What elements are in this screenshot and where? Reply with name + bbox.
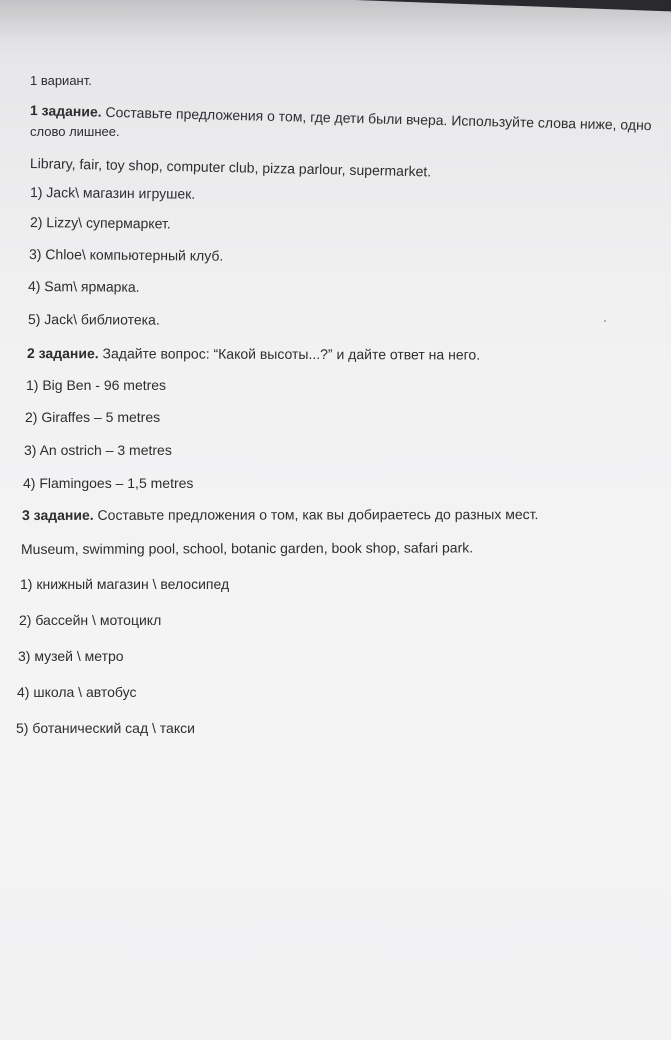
paper-speck [604,320,606,322]
task1-item: 5) Jack\ библиотека. [27,311,160,328]
paper-shadow [0,0,671,40]
task2-instruction-line [27,345,480,363]
task3-item: 4) школа \ автобус [17,684,137,700]
task1-title: 1 задание. [29,102,102,120]
task1-item: 3) Chloe\ компьютерный клуб. [28,246,224,264]
task1-item: 2) Lizzy\ супермаркет. [29,214,171,232]
task2-item: 3) An ostrich – 3 metres [24,442,172,458]
task2-instruction: Задайте вопрос: “Какой высоты...?” и дайте ответ на него. [102,345,481,363]
task2-title: 2 задание. [26,345,99,362]
task3-item: 2) бассейн \ мотоцикл [19,612,162,628]
task2-item: 2) Giraffes – 5 metres [25,409,161,425]
task1-word-list: Library, fair, toy shop, computer club, pizza parlour, supermarket. [29,155,432,180]
task2-item: 4) Flamingoes – 1,5 metres [23,475,194,491]
task3-item: 3) музей \ метро [18,648,124,664]
task1-item: 1) Jack\ магазин игрушек. [29,184,196,202]
variant-heading: 1 вариант. [30,73,92,88]
task3-title: 3 задание. [21,506,94,523]
task3-item: 5) ботанический сад \ такси [16,720,195,736]
task3-instruction-line [22,506,538,523]
task1-item: 4) Sam\ ярмарка. [27,278,140,295]
task3-instruction: Составьте предложения о том, как вы добираетесь до разных мест. [97,506,539,523]
task1-instruction: Составьте предложения о том, где дети были вчера. Используйте слова ниже, одно [105,103,652,134]
task3-item: 1) книжный магазин \ велосипед [20,576,230,592]
task2-item: 1) Big Ben - 96 metres [26,377,167,393]
task3-word-list: Museum, swimming pool, school, botanic garden, book shop, safari park. [20,539,474,557]
task1-instruction-line2: слово лишнее. [30,124,120,139]
